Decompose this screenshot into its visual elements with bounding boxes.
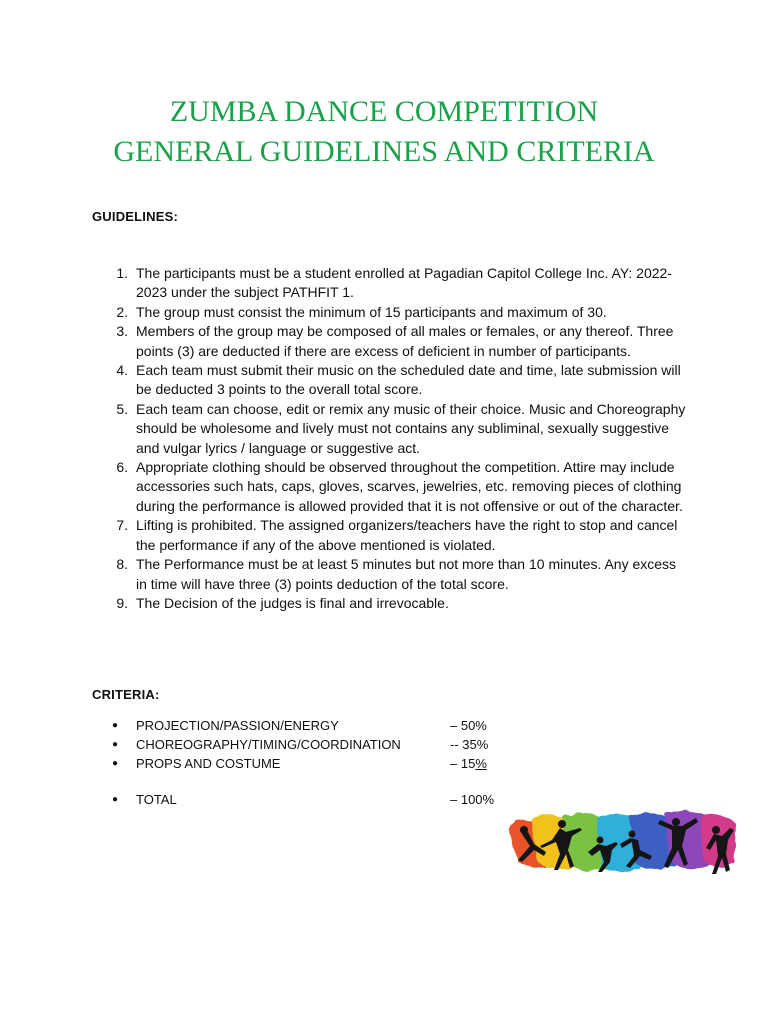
criteria-value (450, 754, 487, 773)
document-title-line-2: GENERAL GUIDELINES AND CRITERIA (113, 135, 655, 168)
guideline-text: Appropriate clothing should be observed throughout the competition. Attire may include accessories such hats, caps, gloves, scarves, jewelries, etc. removing pieces of clothing during the performance is allowed provided that it is not offensive or out of the character. (136, 459, 683, 514)
guidelines-heading: GUIDELINES: (92, 209, 178, 224)
bullet-icon: ● (111, 794, 119, 805)
dancers-illustration (500, 800, 740, 882)
guideline-text: The participants must be a student enrolled at Pagadian Capitol College Inc. AY: 2022-2023 under the subject PATHFIT 1. (136, 265, 672, 301)
criteria-total (110, 790, 530, 809)
criteria-total-label: TOTAL (136, 792, 177, 807)
criteria-total-value: – 100% (450, 792, 495, 807)
guideline-text: The Performance must be at least 5 minutes but not more than 10 minutes. Any excess in time will have three (3) points deduction of the total score. (136, 556, 677, 592)
guideline-item (108, 400, 688, 458)
guideline-number: 6. (116, 459, 128, 476)
criteria-label: PROJECTION/PASSION/ENERGY (136, 718, 339, 733)
bullet-icon: ● (111, 739, 119, 750)
criteria-item (110, 716, 530, 735)
guideline-item (108, 322, 688, 361)
criteria-value: – 50% (450, 718, 487, 733)
guideline-item (108, 303, 688, 322)
criteria-list (110, 716, 530, 809)
guidelines-list (108, 264, 688, 613)
document-title-line-1: ZUMBA DANCE COMPETITION (169, 95, 599, 128)
guideline-item (108, 361, 688, 400)
guideline-text: Each team must submit their music on the scheduled date and time, late submission will be deducted 3 points to the overall total score. (136, 362, 681, 398)
criteria-value: -- 35% (450, 737, 489, 752)
guideline-item (108, 264, 688, 303)
paint-splash-background (508, 811, 736, 872)
criteria-label: PROPS AND COSTUME (136, 756, 281, 771)
criteria-item (110, 754, 530, 773)
guideline-number: 3. (116, 323, 128, 340)
guideline-number: 2. (116, 303, 128, 320)
criteria-item (110, 735, 530, 754)
guideline-text: The group must consist the minimum of 15 participants and maximum of 30. (136, 303, 607, 320)
guideline-number: 8. (116, 556, 128, 573)
criteria-heading: CRITERIA: (92, 687, 160, 702)
bullet-icon: ● (111, 758, 119, 769)
criteria-value-percent: % (475, 756, 487, 771)
guideline-item (108, 458, 688, 516)
criteria-label: CHOREOGRAPHY/TIMING/COORDINATION (136, 737, 401, 752)
guideline-item (108, 555, 688, 594)
guideline-text: Each team can choose, edit or remix any music of their choice. Music and Choreography should be wholesome and lively must not contains any subliminal, sexually suggestive and vulgar lyrics / language or suggestive act. (136, 400, 686, 456)
guideline-number: 7. (116, 517, 128, 534)
guideline-item (108, 516, 688, 555)
bullet-icon: ● (111, 720, 119, 731)
guideline-number: 5. (116, 400, 128, 417)
criteria-value-number: – 15 (450, 756, 476, 771)
guideline-text: Lifting is prohibited. The assigned organizers/teachers have the right to stop and cancel the performance if any of the above mentioned is violated. (136, 517, 678, 553)
guideline-text: The Decision of the judges is final and irrevocable. (136, 594, 449, 611)
guideline-number: 4. (116, 362, 128, 379)
guideline-item (108, 594, 688, 613)
guideline-text: Members of the group may be composed of all males or females, or any thereof. Three points (3) are deducted if there are excess of deficient in number of participants. (136, 323, 674, 359)
guideline-number: 9. (116, 594, 128, 611)
guideline-number: 1. (116, 265, 128, 281)
